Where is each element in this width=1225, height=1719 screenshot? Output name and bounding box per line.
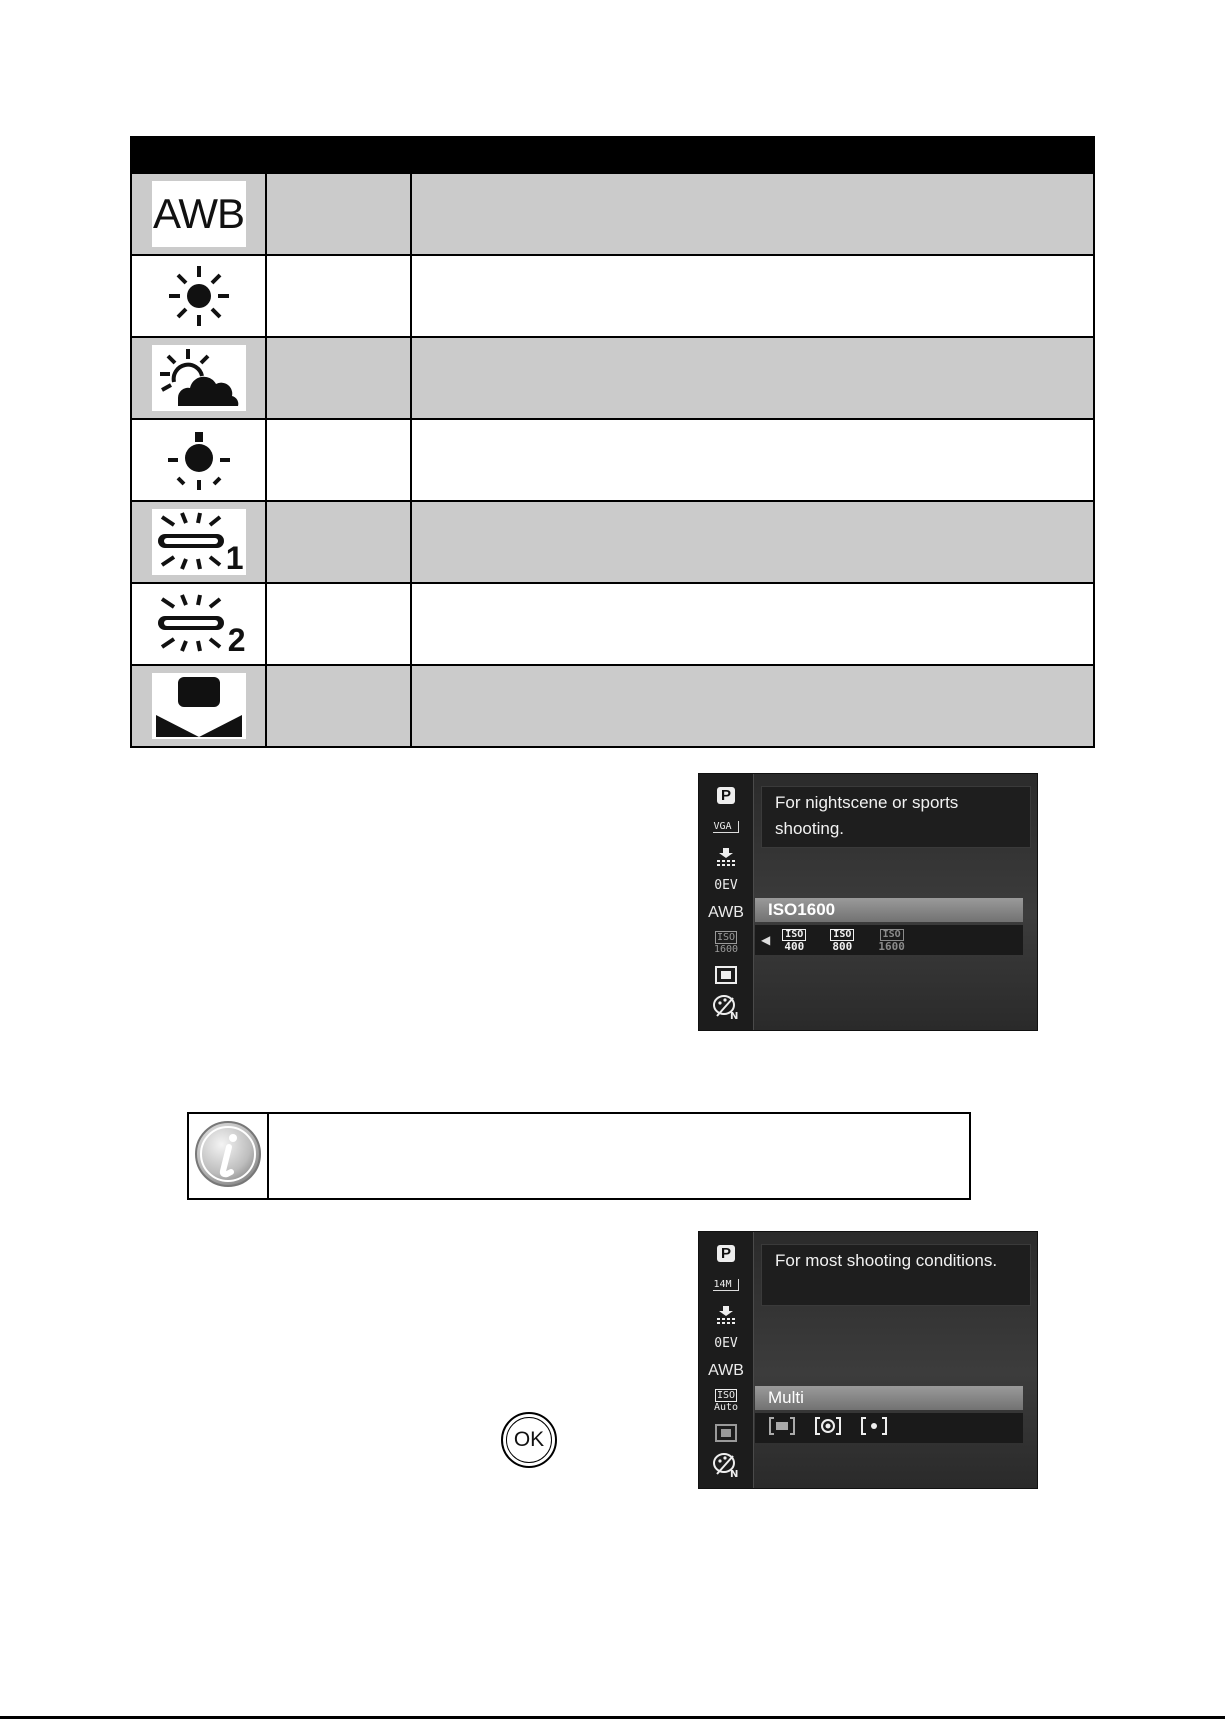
selected-setting: ISO1600 [755,898,1023,922]
resolution-icon[interactable]: 14M [699,1270,753,1300]
table-row [132,418,1093,500]
table-header [132,138,1093,172]
program-mode-icon[interactable]: P [699,1238,753,1268]
table-row [132,664,1093,746]
iso-icon[interactable]: ISO Auto [713,1390,739,1413]
incandescent-bulb-icon [152,427,246,493]
camera-screen-iso [698,773,1038,1031]
exposure-icon[interactable]: 0EV [714,1335,738,1351]
fluorescent-1-icon: 1 [152,509,246,575]
iso-800-option[interactable]: ISO 800 [830,929,854,952]
table-row [132,582,1093,664]
mode-description: For nightscene or sports shooting. [761,786,1031,848]
custom-wb-icon [152,673,246,739]
resolution-icon[interactable]: VGA [699,812,753,842]
exposure-icon[interactable]: 0EV [714,877,738,893]
white-balance-table [130,136,1095,748]
cloudy-icon [152,345,246,411]
table-row [132,336,1093,418]
metering-icon[interactable] [699,1418,753,1448]
white-balance-icon[interactable]: AWB [708,1362,744,1379]
fluorescent-2-icon: 2 [152,591,246,657]
multi-metering-icon[interactable] [769,1417,795,1440]
metering-icon[interactable] [699,960,753,990]
svg-text:N: N [730,1011,739,1020]
table-row [132,172,1093,254]
camera-screen-metering [698,1231,1038,1489]
iso-1600-option[interactable]: ISO 1600 [878,928,905,953]
left-arrow-icon[interactable]: ◀ [761,933,771,947]
note-box [187,1112,971,1200]
svg-text:N: N [730,1469,739,1478]
sun-icon [152,263,246,329]
table-row [132,254,1093,336]
spot-metering-icon[interactable] [861,1417,887,1440]
awb-icon: AWB [152,181,246,247]
table-row [132,500,1093,582]
camera-menu-sidebar [699,774,754,1030]
quality-icon[interactable] [699,1300,753,1330]
info-icon [193,1119,263,1194]
center-metering-icon[interactable] [815,1417,841,1440]
program-mode-icon[interactable]: P [699,780,753,810]
color-effect-icon[interactable] [699,1450,753,1480]
iso-options [755,925,1023,955]
metering-options [755,1413,1023,1443]
quality-icon[interactable] [699,842,753,872]
color-effect-icon[interactable] [699,992,753,1022]
ok-button[interactable]: OK [501,1412,557,1468]
mode-description: For most shooting conditions. [761,1244,1031,1306]
camera-menu-sidebar [699,1232,754,1488]
iso-400-option[interactable]: ISO 400 [782,929,806,952]
selected-setting: Multi [755,1386,1023,1410]
white-balance-icon[interactable]: AWB [708,904,744,921]
iso-icon[interactable]: ISO 1600 [713,932,739,955]
